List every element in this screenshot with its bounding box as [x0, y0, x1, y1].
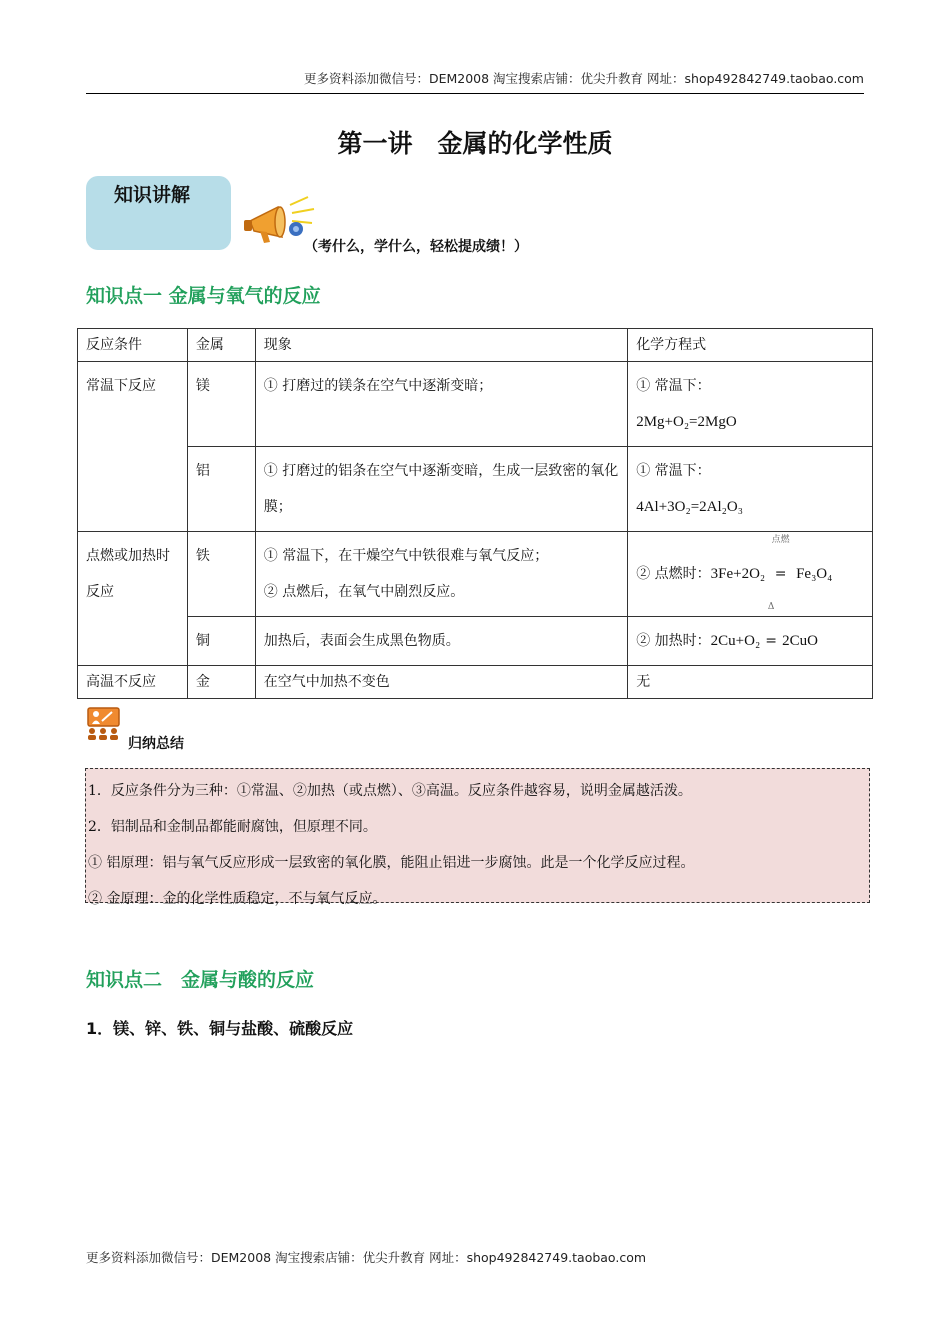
equation-label: ① 常温下：: [636, 463, 711, 479]
header-equation: 化学方程式: [628, 329, 873, 362]
phenomenon-cell: [255, 532, 627, 617]
header-metal: 金属: [187, 329, 255, 362]
header-condition: 反应条件: [78, 329, 188, 362]
metal-cell: 铝: [187, 447, 255, 532]
header-note: 更多资料添加微信号：DEM2008 淘宝搜索店铺：优尖升教育 网址：shop492842749.taobao.com: [86, 69, 864, 94]
metal-cell: 镁: [187, 362, 255, 447]
equation-cell: [628, 447, 873, 532]
equation-right: 2CuO: [782, 633, 819, 649]
metal-cell: 铜: [187, 617, 255, 666]
table-row: [78, 362, 873, 447]
phenomenon-cell: ① 打磨过的镁条在空气中逐渐变暗；: [255, 362, 627, 447]
summary-line: 2．铝制品和金制品都能耐腐蚀，但原理不同。: [88, 819, 377, 835]
phenomenon-cell: 在空气中加热不变色: [255, 666, 627, 699]
summary-line: 1．反应条件分为三种：①常温、②加热（或点燃）、③高温。反应条件越容易，说明金属越活泼。: [88, 783, 692, 799]
equation-left: 3Fe+2O₂: [710, 566, 766, 582]
equation-cell: [628, 602, 873, 666]
table-row: [78, 617, 873, 666]
reaction-table: [77, 328, 873, 699]
summary-line: ① 铝原理：铝与氧气反应形成一层致密的氧化膜，能阻止铝进一步腐蚀。此是一个化学反应过程。: [88, 855, 695, 871]
equation-right: Fe₃O₄: [796, 566, 833, 582]
reaction-condition: Δ =: [760, 623, 782, 659]
equation: 4Al+3O₂=2Al₂O₃: [636, 499, 743, 515]
condition-text: Δ: [767, 602, 775, 612]
table-header-row: [78, 329, 873, 362]
condition-cell: 点燃或加热时反应: [78, 532, 188, 666]
condition-cell: 高温不反应: [78, 666, 188, 699]
condition-cell: 常温下反应: [78, 362, 188, 532]
phenomenon-cell: ① 打磨过的铝条在空气中逐渐变暗，生成一层致密的氧化膜；: [255, 447, 627, 532]
summary-line: ② 金原理：金的化学性质稳定，不与氧气反应。: [88, 891, 387, 907]
phenomenon-cell: 加热后，表面会生成黑色物质。: [255, 617, 627, 666]
tagline: （考什么，学什么，轻松提成绩！）: [304, 239, 528, 255]
footer-note: 更多资料添加微信号：DEM2008 淘宝搜索店铺：优尖升教育 网址：shop492842749.taobao.com: [86, 1250, 647, 1265]
condition-text: 点燃: [771, 535, 790, 545]
section-badge: [86, 176, 231, 250]
metal-cell: 金: [187, 666, 255, 699]
metal-cell: 铁: [187, 532, 255, 617]
equation-label: ② 点燃时：: [636, 566, 711, 582]
equation-cell: [628, 362, 873, 447]
phenomenon-line: ② 点燃后，在氧气中剧烈反应。: [263, 584, 465, 600]
summary-label: 归纳总结: [128, 736, 184, 752]
phenomenon-line: ① 常温下，在干燥空气中铁很难与氧气反应；: [263, 548, 549, 564]
table-row: [78, 532, 873, 617]
table-row: [78, 447, 873, 532]
equation: 2Mg+O₂=2MgO: [636, 414, 737, 430]
header-phenomenon: 现象: [255, 329, 627, 362]
page-title: 第一讲 金属的化学性质: [337, 129, 613, 158]
equation-label: ② 加热时：: [636, 633, 711, 649]
reaction-condition: 点燃 =: [771, 535, 790, 582]
knowledge-point-1-heading: 知识点一 金属与氧气的反应: [86, 285, 321, 307]
summary-box: [85, 768, 870, 907]
subsection-heading: 1．镁、锌、铁、铜与盐酸、硫酸反应: [86, 1019, 354, 1038]
table-row: [78, 666, 873, 699]
equation-left: 2Cu+O₂: [710, 633, 761, 649]
summary-icon: [86, 707, 122, 741]
equation-label: ① 常温下：: [636, 378, 711, 394]
knowledge-point-2-heading: 知识点二 金属与酸的反应: [86, 969, 315, 991]
badge-label: 知识讲解: [114, 184, 191, 206]
equation-cell: [628, 532, 873, 617]
equation-cell: 无: [628, 666, 873, 699]
